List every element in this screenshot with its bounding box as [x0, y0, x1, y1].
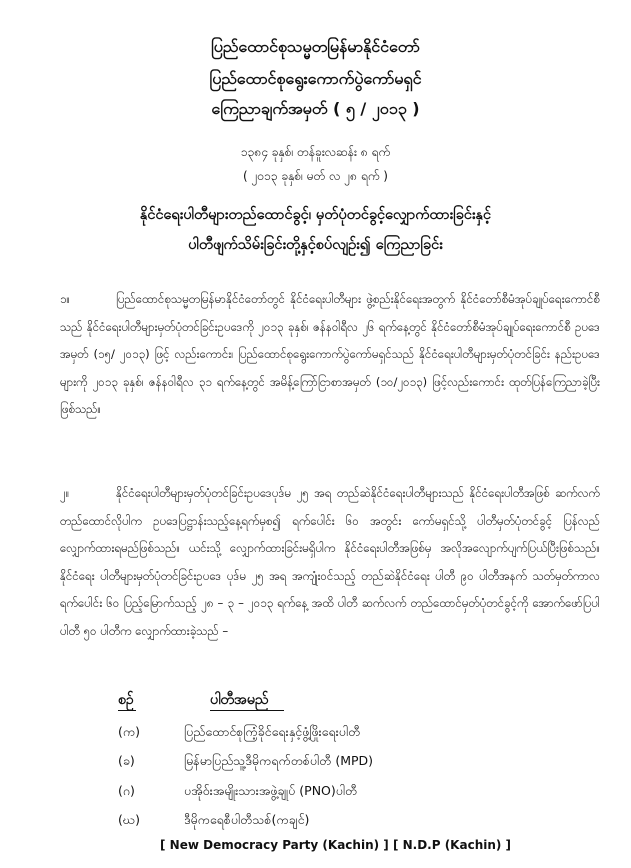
- paragraph-number: ၁။: [60, 292, 71, 306]
- announcement-number: ကြေညာချက်အမှတ် ( ၅ / ၂၀၁၃ ): [211, 99, 420, 118]
- column-header-underline: [210, 710, 284, 711]
- party-name: ဒီမိုကရေစီပါတီသစ်(ကချင်): [184, 812, 310, 827]
- header-line-1: ပြည်ထောင်စုသမ္မတမြန်မာနိုင်ငံတော်: [211, 37, 420, 56]
- header-line-2: ပြည်ထောင်စုရွေးကောက်ပွဲကော်မရှင်: [209, 69, 422, 88]
- party-row: [118, 724, 360, 743]
- party-code: (ဂ): [118, 783, 135, 798]
- party-name: ပြည်ထောင်စုကြံ့ခိုင်ရေးနှင့်ဖွံ့ဖြိုးရေးပါတီ: [184, 724, 361, 739]
- column-header-underline: [118, 710, 136, 711]
- party-english-name: [ New Democracy Party (Kachin) ] [ N.D.P (Kachin) ]: [160, 838, 512, 852]
- paragraph-number: ၂။: [60, 486, 70, 500]
- party-code: (ဃ): [118, 812, 140, 827]
- party-code: (က): [118, 724, 140, 739]
- party-row: [118, 812, 309, 831]
- column-header-serial: စဉ်: [118, 692, 134, 708]
- party-name: မြန်မာပြည်သူ့ဒီမိုကရက်တစ်ပါတီ (MPD): [184, 753, 374, 768]
- paragraph-text: နိုင်ငံရေးပါတီများမှတ်ပုံတင်ခြင်းဥပဒေပုဒ်မ ၂၅ အရ တည်ဆဲနိုင်ငံရေးပါတီများသည် နိုင်ငံရေးပါတီအဖြစ် ဆက်လက်တည်ထောင်လိုပါက ဥပဒေပြဋ္ဌာန်းသည့်နေ့ရက်မှစ၍ ရက်ပေါင်း ၆၀ အတွင်း ကော်မရှင်သို့ ပါတီမှတ်ပုံတင်ခွင့် ပြန်လည်လျှောက်ထားရမည်ဖြစ်သည်။ ယင်းသို့ လျှောက်ထားခြင်းမရှိပါက နိုင်ငံရေးပါတီအဖြစ်မှ အလိုအလျောက်ပျက်ပြယ်ပြီးဖြစ်သည်။ နိုင်ငံရေး ပါတီများမှတ်ပုံတင်ခြင်းဥပဒေ ပုဒ်မ ၂၅ အရ အကျုံးဝင်သည့် တည်ဆဲနိုင်ငံရေး ပါတီ ၉၀ ပါတီအနက် သတ်မှတ်ကာလ ရက်ပေါင်း ၆၀ ပြည့်မြောက်သည့် ၂၈ – ၃ – ၂၀၁၃ ရက်နေ့ အထိ ပါတီ ဆက်လက် တည်ထောင်မှတ်ပုံတင်ခွင့်ကို အောက်ဖော်ပြပါ ပါတီ ၅၀ ပါတီက လျှောက်ထားခဲ့သည် –: [60, 486, 600, 638]
- subject-line-1: နိုင်ငံရေးပါတီများတည်ထောင်ခွင့်၊ မှတ်ပုံတင်ခွင့်လျှောက်ထားခြင်းနှင့်: [139, 207, 492, 223]
- party-code: (ခ): [118, 753, 135, 768]
- subject-line-2: ပါတီဖျက်သိမ်းခြင်းတို့နှင့်စပ်လျဉ်း၍ ကြေညာခြင်း: [188, 237, 443, 253]
- paragraph-1: [60, 286, 600, 424]
- paragraph-2: [60, 480, 600, 645]
- paragraph-text: ပြည်ထောင်စုသမ္မတမြန်မာနိုင်ငံတော်တွင် နိုင်ငံရေးပါတီများ ဖွဲ့စည်းနိုင်ရေးအတွက် နိုင်ငံတော်စီမံအုပ်ချုပ်ရေးကောင်စီသည် နိုင်ငံရေးပါတီများမှတ်ပုံတင်ခြင်းဥပဒေကို ၂၀၁၃ ခုနှစ်၊ ဇန်နဝါရီလ ၂၆ ရက်နေ့တွင် နိုင်ငံတော်စီမံအုပ်ချုပ်ရေးကောင်စီ ဥပဒေအမှတ် (၁၅/ ၂၀၁၃) ဖြင့် လည်းကောင်း၊ ပြည်ထောင်စုရွေးကောက်ပွဲကော်မရှင်သည် နိုင်ငံရေးပါတီများမှတ်ပုံတင်ခြင်း နည်းဥပဒေများကို ၂၀၁၃ ခုနှစ်၊ ဇန်နဝါရီလ ၃၁ ရက်နေ့တွင် အမိန့်ကြော်ငြာစာအမှတ် (၁၀/၂၀၁၃) ဖြင့်လည်းကောင်း ထုတ်ပြန်ကြေညာခဲ့ပြီး ဖြစ်သည်။: [60, 292, 600, 416]
- party-row: [118, 783, 357, 802]
- column-header-party-name: ပါတီအမည်: [210, 692, 269, 708]
- party-row: [118, 753, 373, 772]
- date-myanmar: ၁၃၈၄ ခုနှစ်၊ တန်ခူးလဆန်း ၈ ရက်: [240, 145, 391, 159]
- date-gregorian: ( ၂၀၁၃ ခုနှစ်၊ မတ် လ ၂၈ ရက် ): [243, 169, 388, 183]
- party-name: ပအိုဝ်းအမျိုးသားအဖွဲ့ချုပ် (PNO)ပါတီ: [184, 783, 358, 798]
